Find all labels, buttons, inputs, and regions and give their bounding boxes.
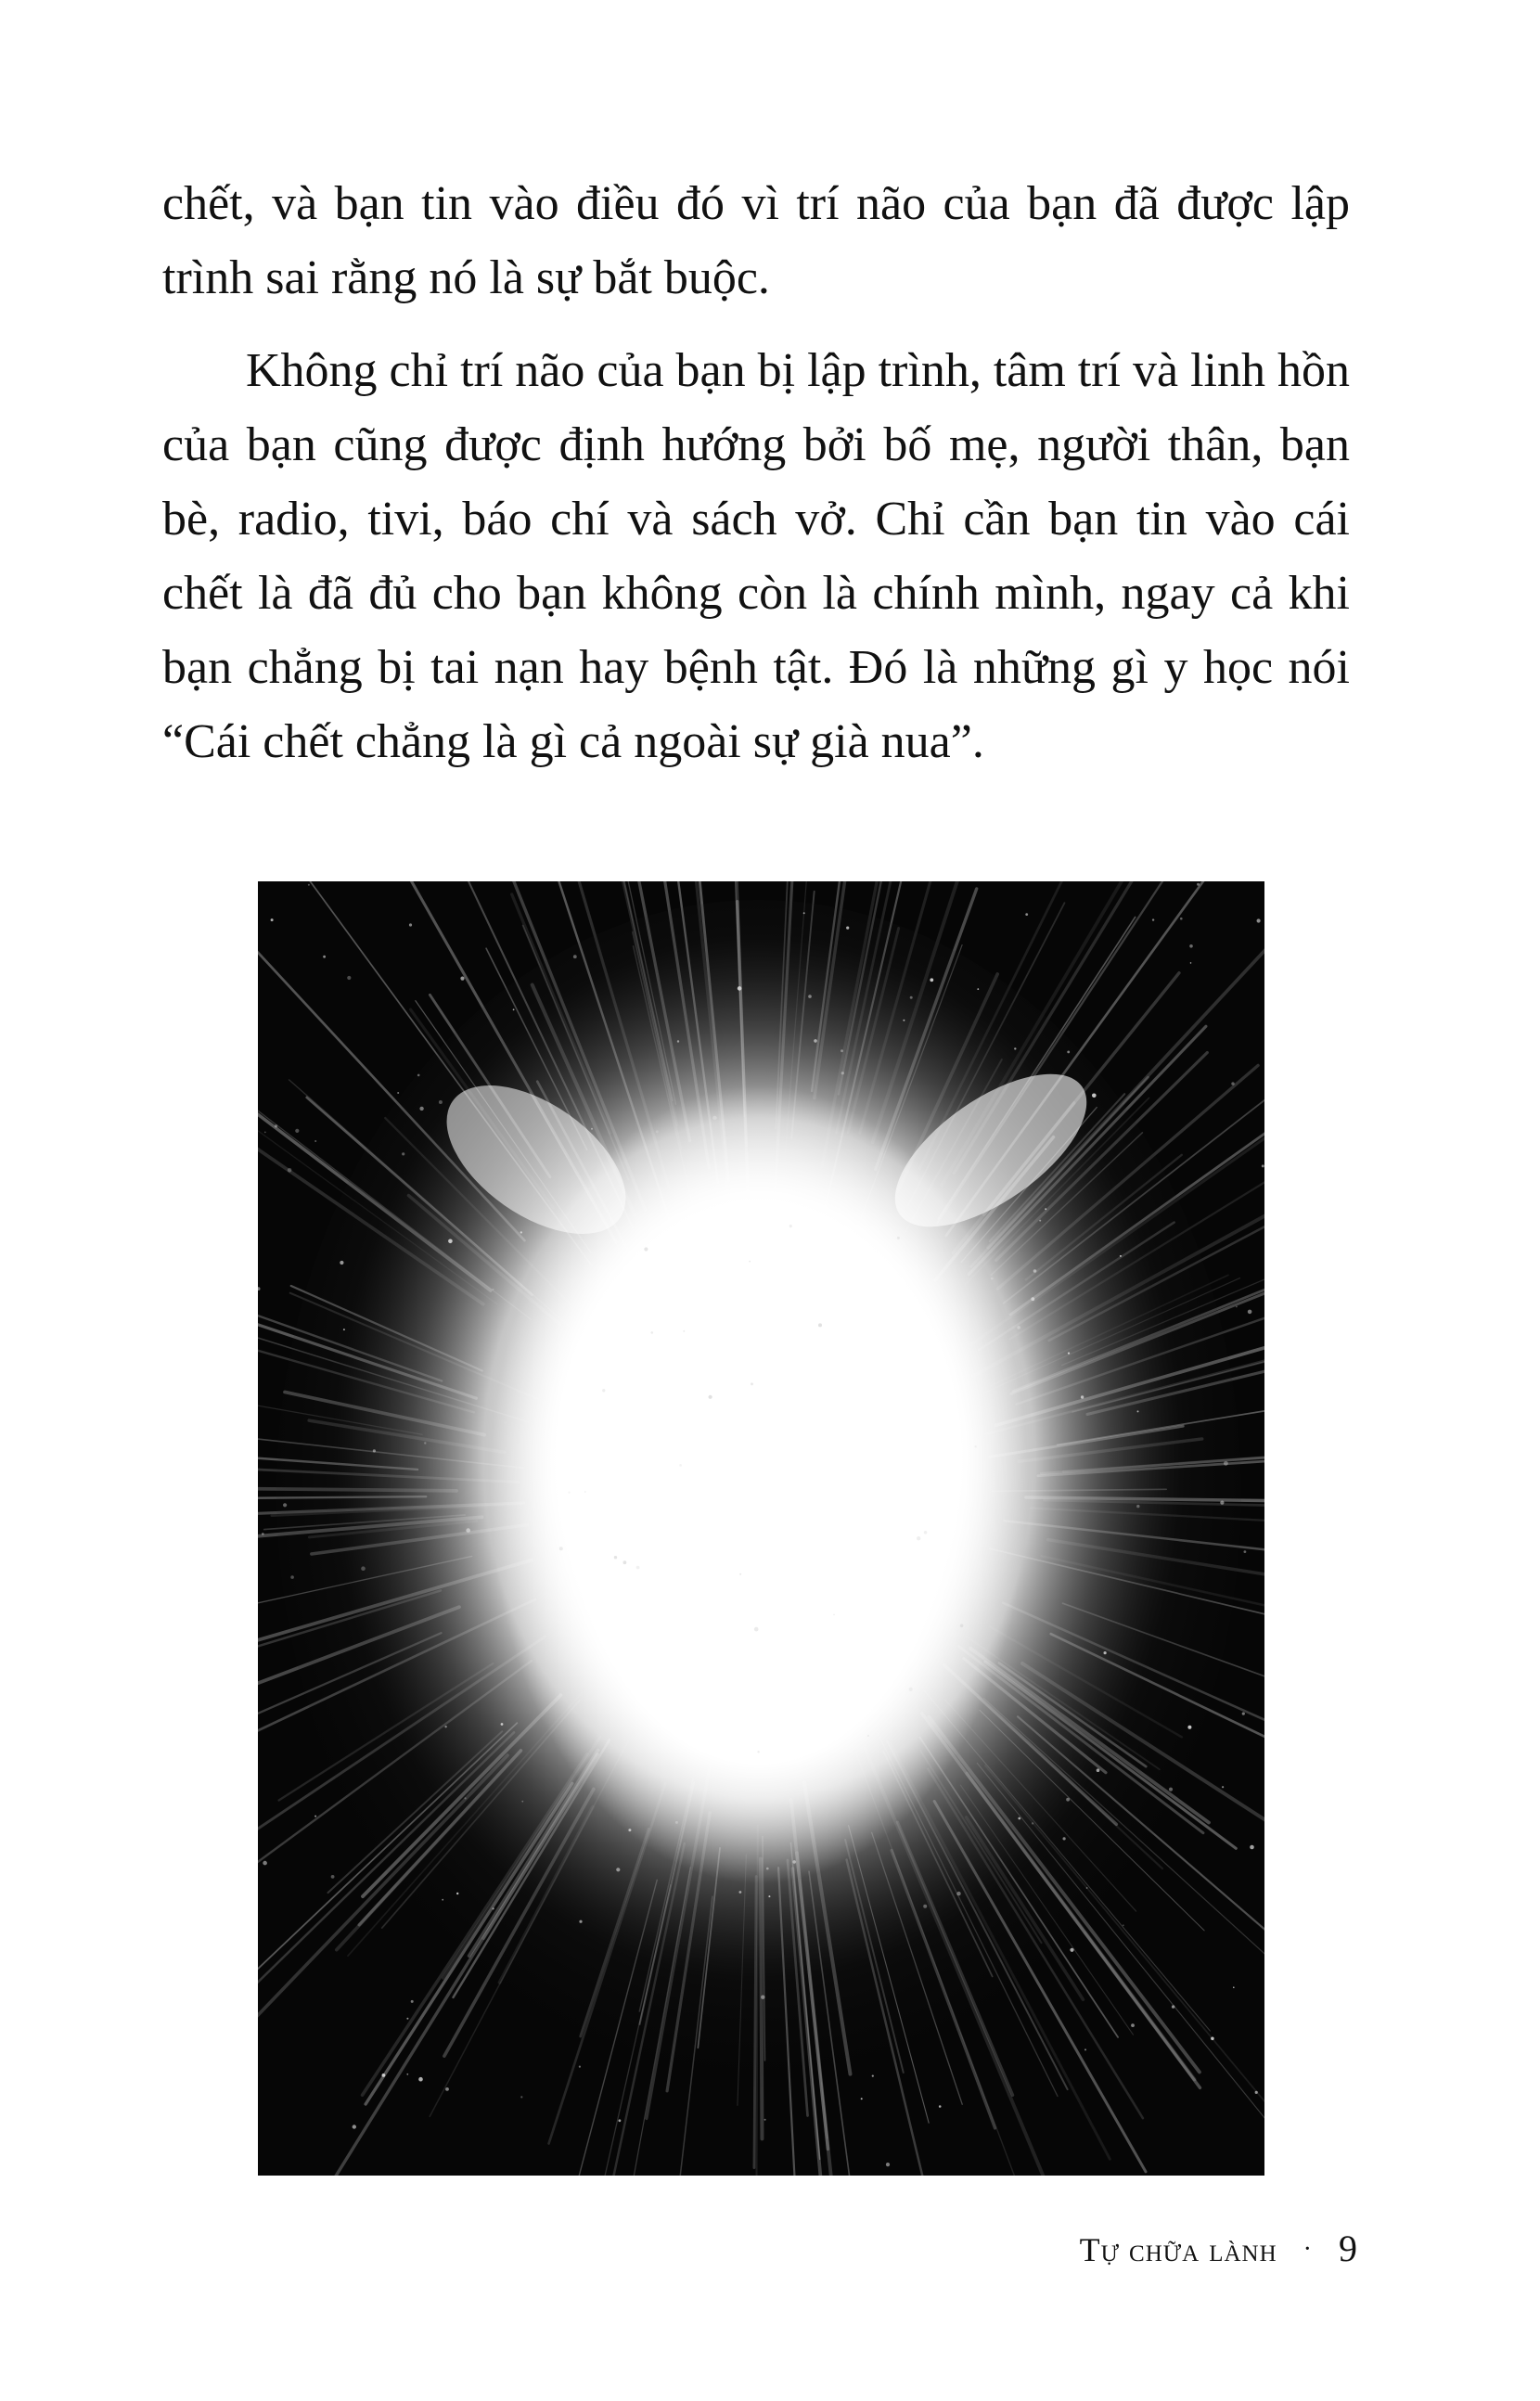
star-speck <box>975 1445 977 1447</box>
star-speck <box>892 1180 896 1184</box>
star-speck <box>677 1040 679 1042</box>
star-speck <box>271 918 274 921</box>
star-speck <box>861 2098 863 2099</box>
star-speck <box>739 1891 742 1894</box>
star-speck <box>602 1389 605 1392</box>
star-speck <box>1250 1845 1254 1850</box>
star-speck <box>1014 1047 1016 1049</box>
star-speck <box>1131 2023 1135 2027</box>
star-speck <box>867 1735 869 1737</box>
star-speck <box>264 1132 266 1134</box>
star-speck <box>636 1566 640 1570</box>
star-speck <box>275 1124 277 1127</box>
star-speck <box>960 1624 964 1628</box>
star-speck <box>288 1168 292 1173</box>
star-speck <box>402 1152 404 1155</box>
star-speck <box>331 1875 335 1879</box>
body-paragraph: Không chỉ trí não của bạn bị lập trình, tâm trí và linh hồn của bạn cũng được định hướng bởi bố mẹ, người thân, bạn bè, radio, tivi, báo chí và sách vở. Chỉ cần bạn tin vào cái chết là đã đủ cho bạn không còn là chính mình, ngay cả khi bạn chẳng bị tai nạn hay bệnh tật. Đó là những gì y học nói “Cái chết chẳng là gì cả ngoài sự già nua”. <box>162 344 1350 768</box>
star-speck <box>295 1129 299 1133</box>
star-speck <box>424 1442 426 1444</box>
star-speck <box>749 1261 751 1263</box>
star-speck <box>739 1573 741 1575</box>
star-speck <box>343 1329 345 1330</box>
star-speck <box>442 1899 443 1901</box>
star-speck <box>1066 1798 1070 1802</box>
star-speck <box>559 1547 563 1550</box>
star-speck <box>1081 1395 1084 1398</box>
star-speck <box>262 1533 264 1535</box>
star-speck <box>1262 1164 1264 1167</box>
star-speck <box>591 1128 593 1130</box>
star-speck <box>1190 962 1192 964</box>
star-speck <box>1070 1948 1073 1952</box>
star-speck <box>1257 918 1261 922</box>
star-speck <box>1084 2048 1086 2050</box>
star-speck <box>1068 1353 1070 1355</box>
star-speck <box>738 986 742 991</box>
star-speck <box>411 2000 414 2003</box>
star-speck <box>456 1893 458 1894</box>
star-speck <box>757 1751 759 1753</box>
star-speck <box>417 1074 420 1077</box>
star-speck <box>1025 913 1028 916</box>
star-speck <box>263 1861 267 1866</box>
star-speck <box>347 976 351 980</box>
star-speck <box>1211 2037 1214 2041</box>
star-speck <box>1244 1550 1247 1553</box>
star-speck <box>573 955 577 958</box>
star-speck <box>1180 918 1183 920</box>
star-speck <box>675 1821 678 1824</box>
star-speck <box>1018 1817 1020 1820</box>
star-speck <box>314 1140 316 1142</box>
star-speck <box>1224 1461 1228 1466</box>
star-speck <box>568 1492 570 1494</box>
star-speck <box>764 2119 766 2121</box>
body-paragraph-continued: chết, và bạn tin vào điều đó vì trí não của bạn đã được lập trình sai rằng nó là sự bắt buộc. <box>162 177 1350 304</box>
star-speck <box>977 988 979 990</box>
star-speck <box>872 2075 874 2077</box>
star-speck <box>493 1907 494 1909</box>
star-speck <box>1092 1094 1097 1098</box>
star-speck <box>323 956 326 958</box>
star-speck <box>283 1503 287 1507</box>
star-speck <box>833 1614 835 1616</box>
star-speck <box>818 1323 822 1327</box>
star-speck <box>1032 1822 1033 1824</box>
star-speck <box>1031 1297 1034 1301</box>
star-speck <box>419 1107 423 1111</box>
star-speck <box>841 1072 844 1074</box>
star-speck <box>991 1278 994 1280</box>
star-speck <box>418 2077 423 2082</box>
star-speck <box>1123 1924 1124 1926</box>
star-speck <box>1187 1726 1191 1729</box>
star-speck <box>1033 1269 1037 1273</box>
star-speck <box>505 1421 507 1424</box>
page-footer <box>1080 2227 1358 2270</box>
star-speck <box>290 1575 294 1579</box>
star-speck <box>397 1092 399 1094</box>
star-speck <box>651 1331 654 1334</box>
star-speck <box>619 2119 622 2122</box>
star-speck <box>709 1395 712 1399</box>
star-speck <box>1233 1986 1235 1988</box>
footer-separator: · <box>1303 2235 1313 2264</box>
radiant-light-image <box>258 881 1264 2176</box>
star-speck <box>683 1330 685 1332</box>
star-speck <box>439 1100 443 1104</box>
star-speck <box>1017 1326 1020 1329</box>
star-speck <box>340 1261 343 1265</box>
star-speck <box>579 2066 581 2068</box>
star-speck <box>1137 1410 1139 1412</box>
star-speck <box>956 1892 960 1895</box>
aura-photograph <box>258 881 1264 2176</box>
star-speck <box>841 1049 843 1052</box>
star-speck <box>498 1467 500 1469</box>
star-speck <box>616 1868 620 1871</box>
star-speck <box>513 1008 515 1010</box>
star-speck <box>445 2087 449 2091</box>
star-speck <box>444 1726 446 1727</box>
star-speck <box>1136 1505 1139 1508</box>
star-speck <box>1086 1887 1088 1889</box>
star-speck <box>1242 1713 1245 1715</box>
star-speck <box>909 1688 913 1691</box>
star-speck <box>886 2163 890 2166</box>
star-speck <box>520 2096 522 2098</box>
running-head: Tự chữa lành <box>1079 2231 1277 2268</box>
star-speck <box>406 2074 408 2075</box>
star-speck <box>501 1723 504 1726</box>
star-speck <box>1222 1786 1224 1788</box>
star-speck <box>382 2074 386 2077</box>
star-speck <box>1248 1310 1252 1315</box>
star-speck <box>1104 1651 1107 1654</box>
star-speck <box>939 2105 942 2108</box>
star-speck <box>754 1627 759 1632</box>
star-speck <box>373 1449 376 1452</box>
star-speck <box>656 1130 659 1133</box>
star-speck <box>1172 2005 1174 2008</box>
star-speck <box>308 884 310 886</box>
star-speck <box>897 1237 900 1239</box>
star-speck <box>353 2125 356 2128</box>
star-speck <box>1063 1837 1066 1840</box>
star-speck <box>924 1531 928 1534</box>
star-speck <box>493 1289 494 1290</box>
star-speck <box>466 1528 470 1533</box>
star-speck <box>1039 1220 1041 1222</box>
star-speck <box>1231 1082 1234 1085</box>
star-speck <box>679 1464 682 1467</box>
star-speck <box>1120 1255 1122 1257</box>
star-speck <box>460 977 464 981</box>
star-speck <box>520 1231 522 1233</box>
star-speck <box>1097 1768 1100 1772</box>
star-speck <box>766 1868 769 1870</box>
star-speck <box>808 995 812 998</box>
star-speck <box>406 2018 408 2020</box>
star-speck <box>1152 918 1154 920</box>
star-speck <box>448 1239 453 1244</box>
star-speck <box>903 1020 905 1021</box>
star-speck <box>930 978 933 982</box>
star-speck <box>1220 1501 1224 1505</box>
star-speck <box>846 927 849 930</box>
star-speck <box>623 1560 627 1564</box>
star-speck <box>644 1247 648 1251</box>
star-speck <box>751 1382 753 1385</box>
page-number: 9 <box>1339 2228 1358 2269</box>
star-speck <box>361 1566 366 1571</box>
star-speck <box>1067 1051 1070 1054</box>
star-speck <box>803 912 805 914</box>
star-speck <box>409 923 412 926</box>
star-speck <box>1189 944 1193 948</box>
star-speck <box>614 1556 617 1559</box>
star-speck <box>1197 883 1200 886</box>
star-speck <box>814 1039 817 1043</box>
star-speck <box>792 1860 796 1864</box>
star-speck <box>1045 1208 1046 1210</box>
star-speck <box>628 1829 631 1831</box>
star-speck <box>314 1816 316 1817</box>
star-speck <box>1255 2091 1258 2094</box>
star-speck <box>465 1797 467 1799</box>
star-speck <box>789 1225 792 1227</box>
star-speck <box>1169 1788 1173 1791</box>
star-speck <box>917 1536 920 1540</box>
star-speck <box>923 1905 927 1908</box>
star-speck <box>910 996 913 999</box>
star-speck <box>768 1895 770 1897</box>
star-speck <box>761 1996 764 1999</box>
star-speck <box>521 1801 523 1803</box>
star-speck <box>579 1920 582 1923</box>
star-speck <box>712 1116 716 1120</box>
star-speck <box>584 1491 586 1493</box>
star-speck <box>1236 1306 1238 1308</box>
